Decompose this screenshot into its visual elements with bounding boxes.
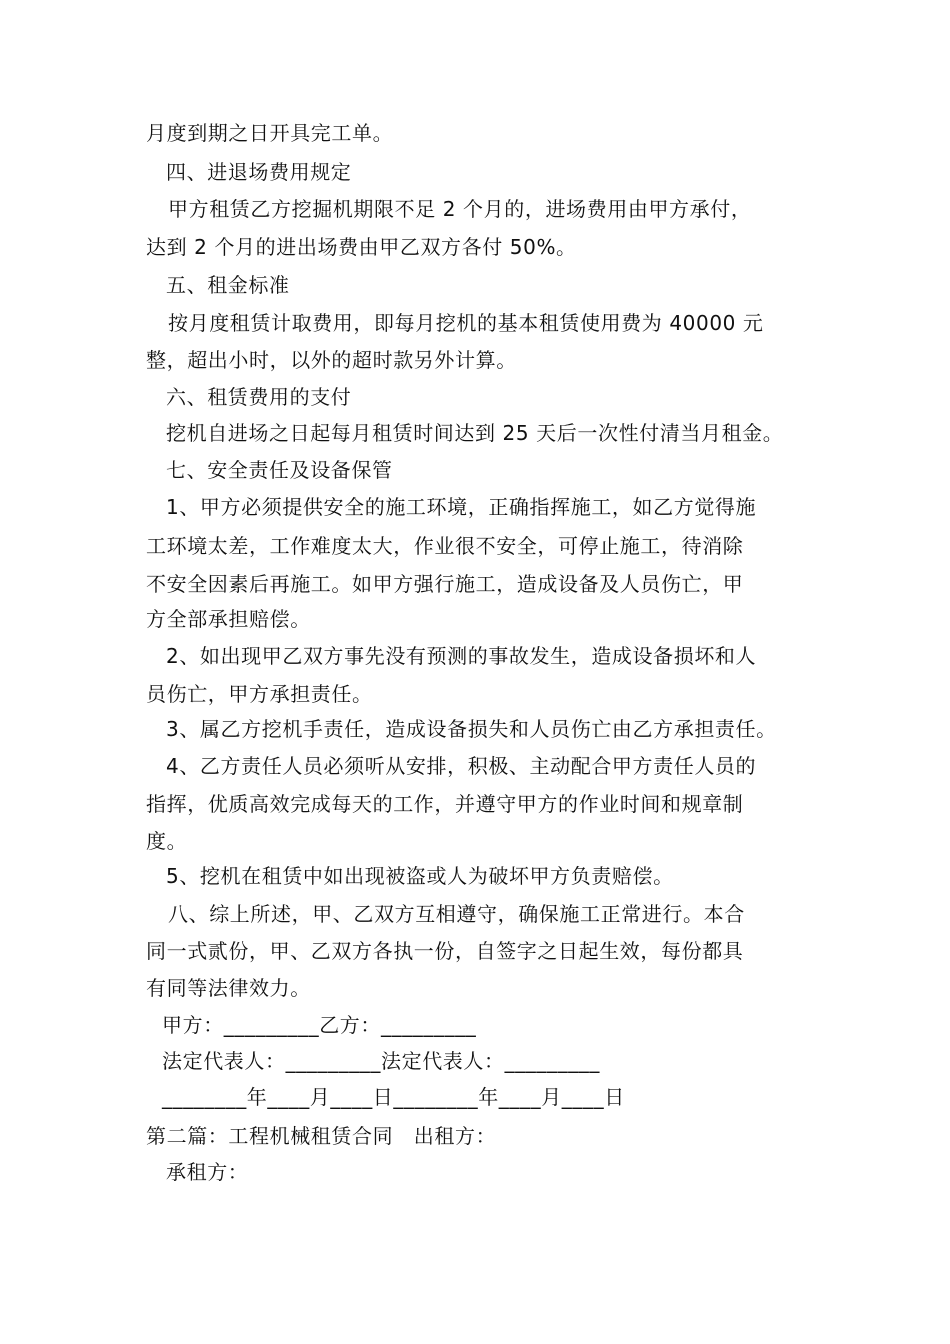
section-heading: 第二篇：工程机械租赁合同 出租方：	[146, 1124, 497, 1148]
date-line: ________年____月____日________年____月____日	[162, 1085, 625, 1109]
text-line: 度。	[146, 829, 188, 853]
section-heading: 七、安全责任及设备保管	[166, 458, 393, 482]
text-line: 按月度租赁计取费用，即每月挖机的基本租赁使用费为 40000 元	[168, 311, 764, 335]
text-line: 1、甲方必须提供安全的施工环境，正确指挥施工，如乙方觉得施	[166, 495, 757, 519]
text-line: 方全部承担赔偿。	[146, 607, 311, 631]
text-line: 挖机自进场之日起每月租赁时间达到 25 天后一次性付清当月租金。	[166, 421, 784, 445]
text-line: 不安全因素后再施工。如甲方强行施工，造成设备及人员伤亡，甲	[146, 572, 744, 596]
text-line: 整，超出小时，以外的超时款另外计算。	[146, 348, 517, 372]
text-line: 达到 2 个月的进出场费由甲乙双方各付 50%。	[146, 235, 577, 259]
text-line: 2、如出现甲乙双方事先没有预测的事故发生，造成设备损坏和人	[166, 644, 757, 668]
text-line: 同一式贰份，甲、乙双方各执一份，自签字之日起生效，每份都具	[146, 939, 744, 963]
text-line: 八、综上所述，甲、乙双方互相遵守，确保施工正常进行。本合	[168, 902, 745, 926]
text-line: 员伤亡，甲方承担责任。	[146, 682, 373, 706]
text-line: 5、挖机在租赁中如出现被盗或人为破坏甲方负责赔偿。	[166, 864, 674, 888]
signature-line: 法定代表人：_________法定代表人：_________	[162, 1049, 600, 1073]
signature-line: 甲方：_________乙方：_________	[162, 1013, 477, 1037]
text-line: 3、属乙方挖机手责任，造成设备损失和人员伤亡由乙方承担责任。	[166, 717, 777, 741]
text-line: 工环境太差，工作难度太大，作业很不安全，可停止施工，待消除	[146, 534, 744, 558]
section-heading: 四、进退场费用规定	[166, 160, 352, 184]
text-line: 甲方租赁乙方挖掘机期限不足 2 个月的，进场费用由甲方承付，	[168, 197, 752, 221]
section-heading: 五、租金标准	[166, 273, 290, 297]
text-line: 4、乙方责任人员必须听从安排，积极、主动配合甲方责任人员的	[166, 754, 757, 778]
text-line: 月度到期之日开具完工单。	[146, 121, 394, 145]
text-line: 有同等法律效力。	[146, 976, 311, 1000]
section-heading: 六、租赁费用的支付	[166, 385, 352, 409]
text-line: 指挥，优质高效完成每天的工作，并遵守甲方的作业时间和规章制	[146, 792, 744, 816]
text-line: 承租方：	[166, 1160, 249, 1184]
